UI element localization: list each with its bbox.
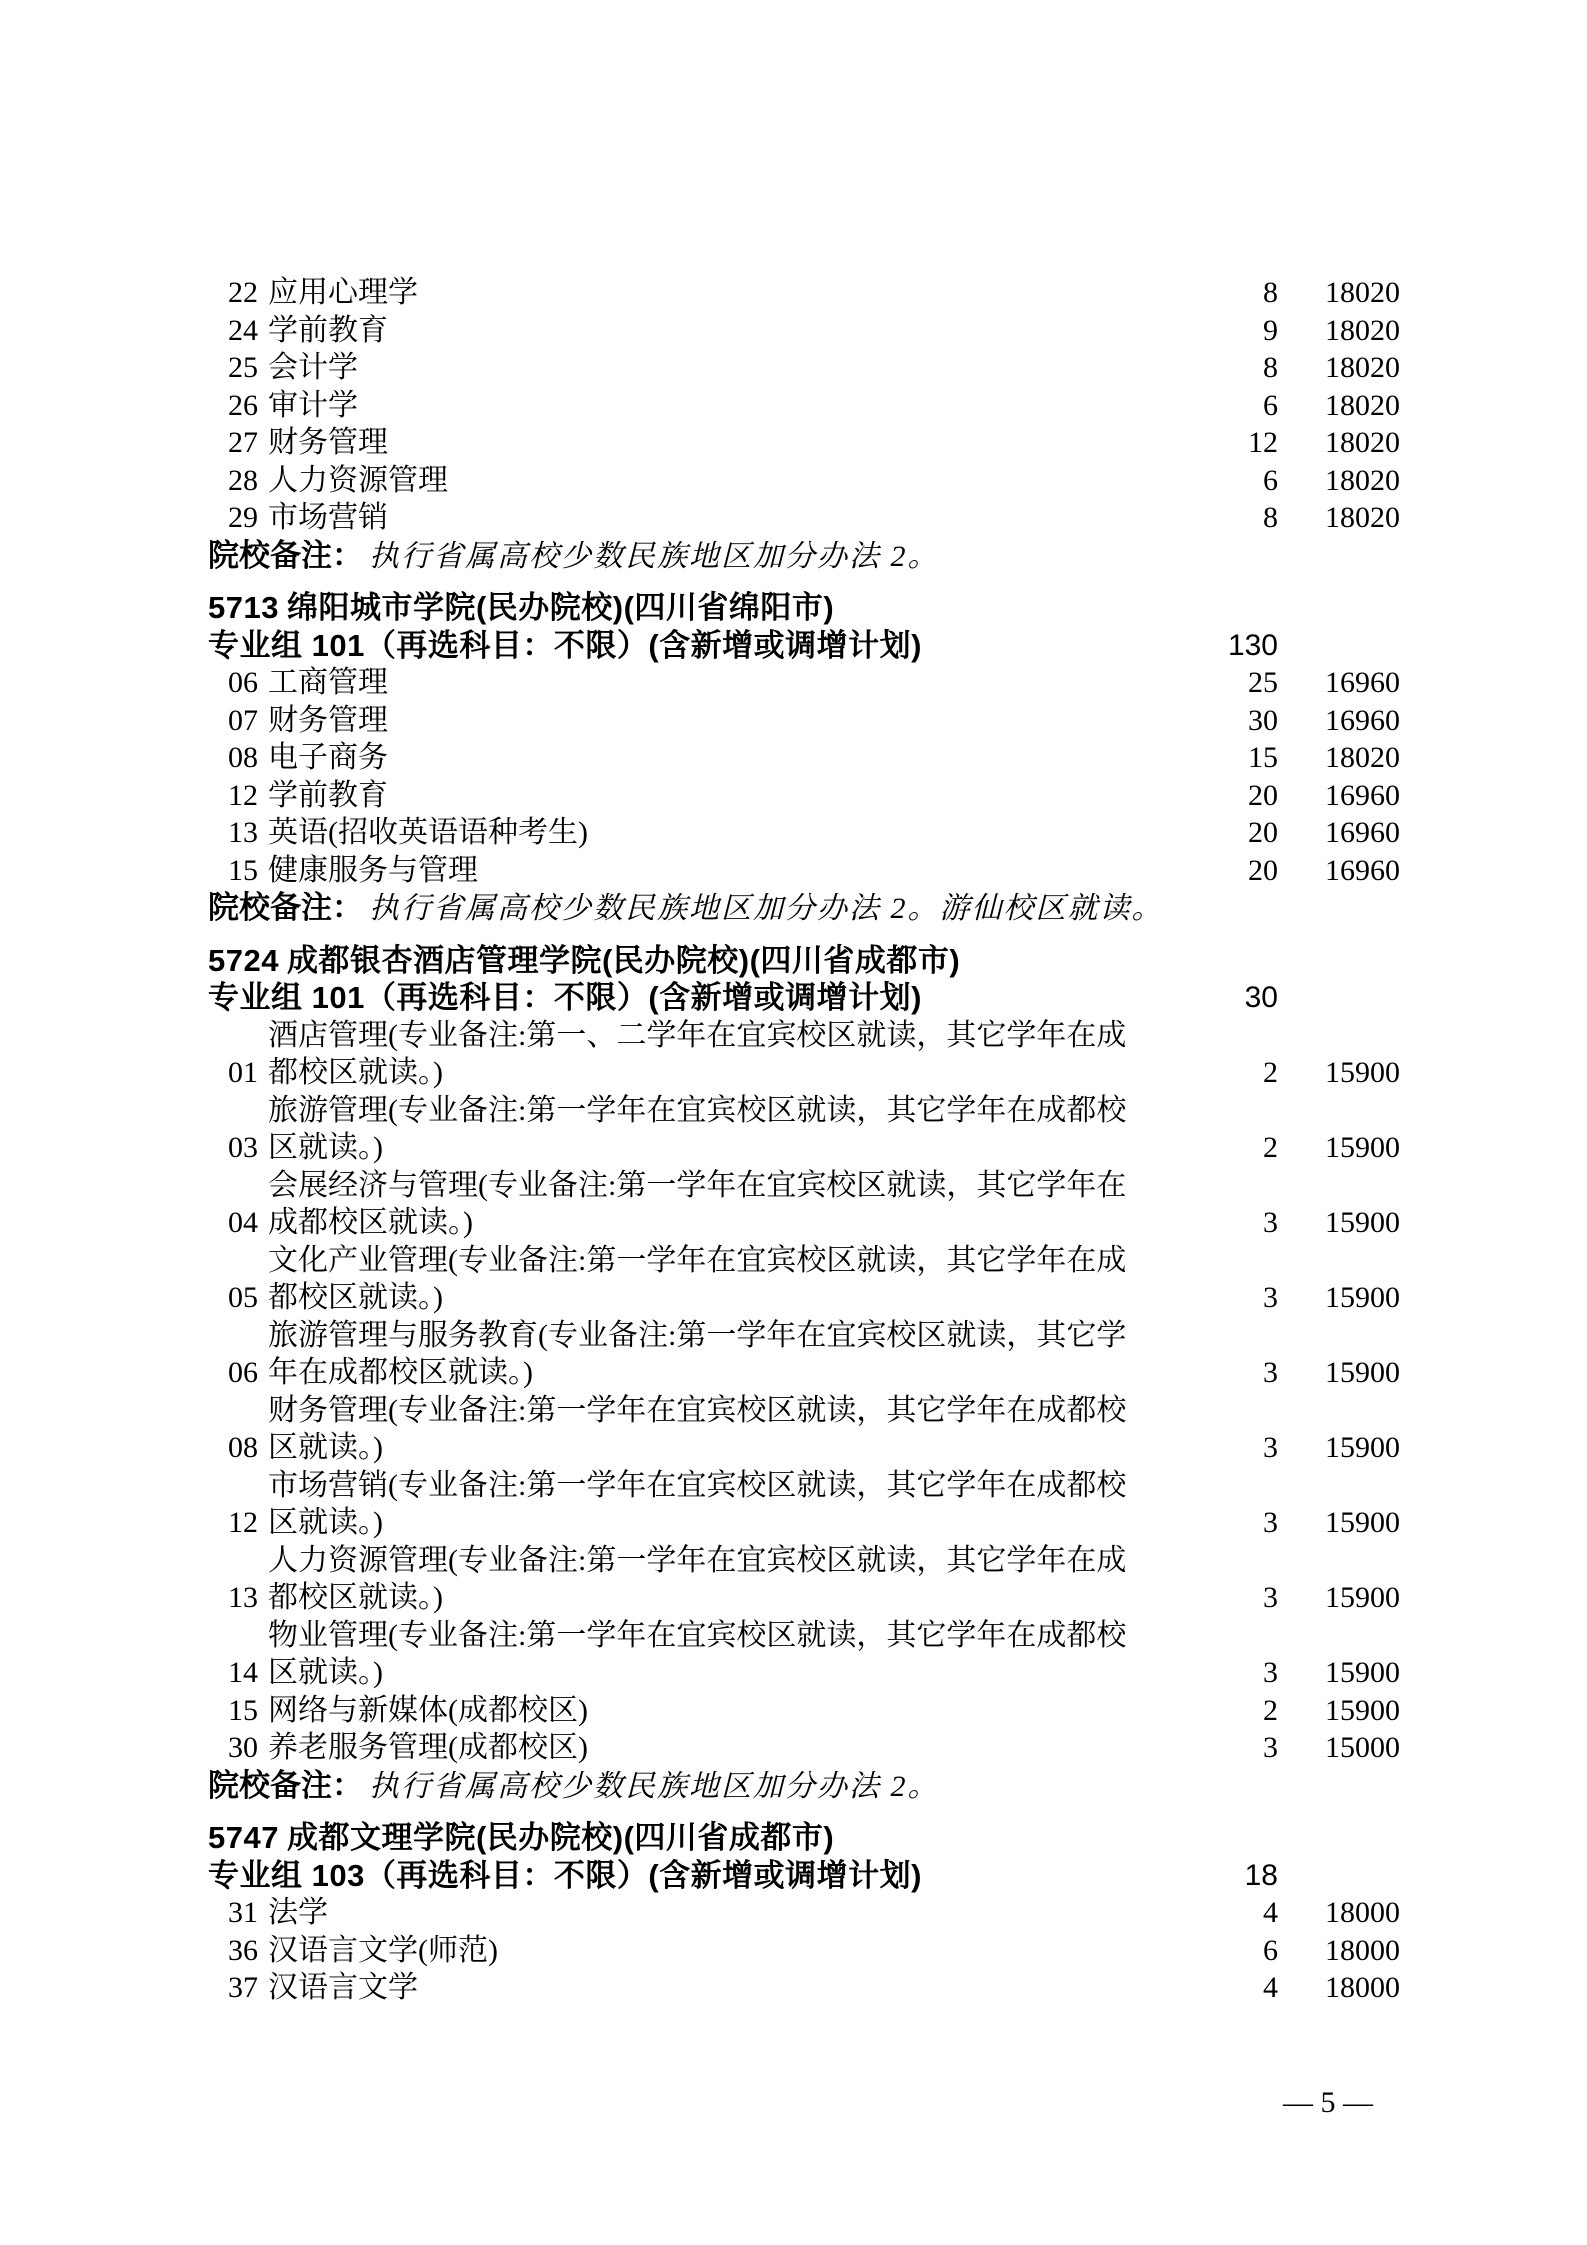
tuition-fee: 18000 (1325, 1896, 1400, 1929)
tuition-fee: 15900 (1325, 1656, 1400, 1689)
major-group-label: 专业组 101（再选科目：不限）(含新增或调增计划) (208, 980, 922, 1015)
major-name: 人力资源管理 (268, 463, 448, 497)
plan-count: 8 (1263, 276, 1278, 309)
remark-label: 院校备注： (208, 1767, 363, 1803)
major-name: 物业管理(专业备注:第一学年在宜宾校区就读，其它学年在成都校区就读。) (268, 1618, 1127, 1689)
school-name: 成都银杏酒店管理学院(民办院校)(四川省成都市) (286, 942, 961, 978)
major-name: 市场营销 (268, 501, 388, 534)
major-code: 28 (228, 463, 258, 497)
major-group-row (208, 627, 1400, 665)
major-row (208, 1092, 1400, 1167)
school-header-row (208, 942, 1400, 980)
plan-count: 3 (1263, 1206, 1278, 1239)
major-name: 人力资源管理(专业备注:第一学年在宜宾校区就读，其它学年在成都校区就读。) (268, 1543, 1127, 1614)
plan-count: 3 (1263, 1281, 1278, 1314)
major-code: 31 (228, 1896, 258, 1929)
major-code: 24 (228, 313, 258, 347)
plan-count: 3 (1263, 1356, 1278, 1389)
remark-text: 执行省属高校少数民族地区加分办法 2。 (369, 1769, 940, 1803)
major-code: 27 (228, 426, 258, 459)
major-row (208, 424, 1400, 462)
plan-count: 12 (1248, 426, 1278, 459)
major-row (208, 664, 1400, 702)
plan-count: 9 (1263, 313, 1278, 347)
plan-count: 2 (1263, 1056, 1278, 1089)
major-name: 英语(招收英语语种考生) (268, 816, 588, 849)
major-name: 文化产业管理(专业备注:第一学年在宜宾校区就读，其它学年在成都校区就读。) (268, 1243, 1127, 1314)
major-code: 04 (228, 1206, 258, 1239)
major-row (208, 1317, 1400, 1392)
tuition-fee: 15900 (1325, 1281, 1400, 1314)
major-name: 旅游管理与服务教育(专业备注:第一学年在宜宾校区就读，其它学年在成都校区就读。) (268, 1318, 1127, 1389)
plan-count: 30 (1248, 703, 1278, 737)
major-name: 财务管理 (268, 426, 388, 459)
major-code: 12 (228, 1506, 258, 1539)
plan-count: 20 (1248, 778, 1278, 812)
plan-count: 20 (1248, 853, 1278, 887)
tuition-fee: 18020 (1325, 313, 1400, 347)
major-code: 06 (228, 666, 258, 699)
school-header-row (208, 589, 1400, 627)
major-name: 学前教育 (268, 778, 388, 812)
school-code: 5713 (208, 590, 279, 625)
major-name: 审计学 (268, 388, 358, 422)
major-row (208, 702, 1400, 740)
major-name: 养老服务管理(成都校区) (268, 1731, 588, 1764)
major-row (208, 1467, 1400, 1542)
major-code: 03 (228, 1131, 258, 1164)
major-code: 15 (228, 1693, 258, 1727)
plan-count: 8 (1263, 351, 1278, 384)
major-row (208, 1017, 1400, 1092)
major-code: 08 (228, 741, 258, 774)
major-code: 30 (228, 1731, 258, 1764)
major-name: 健康服务与管理 (268, 853, 478, 887)
major-group-row (208, 1857, 1400, 1895)
remark-label: 院校备注： (208, 537, 363, 573)
major-row (208, 387, 1400, 425)
major-row (208, 274, 1400, 312)
major-name: 旅游管理(专业备注:第一学年在宜宾校区就读，其它学年在成都校区就读。) (268, 1093, 1127, 1164)
major-code: 13 (228, 1581, 258, 1614)
major-name: 财务管理(专业备注:第一学年在宜宾校区就读，其它学年在成都校区就读。) (268, 1393, 1127, 1464)
plan-count: 3 (1263, 1506, 1278, 1539)
major-code: 01 (228, 1056, 258, 1089)
plan-count: 4 (1263, 1896, 1278, 1929)
major-group-row (208, 979, 1400, 1017)
major-code: 12 (228, 778, 258, 812)
plan-count: 3 (1263, 1731, 1278, 1764)
major-code: 26 (228, 388, 258, 422)
tuition-fee: 15000 (1325, 1731, 1400, 1764)
tuition-fee: 18020 (1325, 276, 1400, 309)
major-row (208, 462, 1400, 500)
plan-count: 15 (1248, 741, 1278, 774)
tuition-fee: 18000 (1325, 1971, 1400, 2004)
tuition-fee: 15900 (1325, 1356, 1400, 1389)
tuition-fee: 18020 (1325, 388, 1400, 422)
remark-text: 执行省属高校少数民族地区加分办法 2。 (369, 539, 940, 573)
major-name: 网络与新媒体(成都校区) (268, 1693, 588, 1727)
major-name: 财务管理 (268, 703, 388, 737)
major-row (208, 1969, 1400, 2007)
school-name: 绵阳城市学院(民办院校)(四川省绵阳市) (286, 590, 835, 625)
major-name: 会计学 (268, 351, 358, 384)
tuition-fee: 15900 (1325, 1131, 1400, 1164)
major-code: 15 (228, 853, 258, 887)
major-row (208, 1894, 1400, 1932)
major-row (208, 349, 1400, 387)
plan-count: 6 (1263, 463, 1278, 497)
remark-text: 执行省属高校少数民族地区加分办法 2。游仙校区就读。 (369, 892, 1164, 925)
major-group-label: 专业组 103（再选科目：不限）(含新增或调增计划) (208, 1857, 922, 1893)
tuition-fee: 15900 (1325, 1693, 1400, 1727)
school-code: 5747 (208, 1820, 279, 1855)
group-plan-total: 30 (1244, 981, 1278, 1014)
plan-count: 3 (1263, 1581, 1278, 1614)
school-code: 5724 (208, 942, 279, 978)
major-row (208, 1692, 1400, 1730)
major-name: 法学 (268, 1896, 328, 1929)
major-row (208, 499, 1400, 537)
major-code: 37 (228, 1971, 258, 2004)
major-row (208, 312, 1400, 350)
major-code: 29 (228, 501, 258, 534)
plan-count: 8 (1263, 501, 1278, 534)
major-row (208, 777, 1400, 815)
major-name: 汉语言文学 (268, 1971, 418, 2004)
plan-count: 3 (1263, 1431, 1278, 1464)
major-name: 应用心理学 (268, 276, 418, 309)
major-code: 14 (228, 1656, 258, 1689)
major-name: 电子商务 (268, 741, 388, 774)
major-code: 08 (228, 1431, 258, 1464)
tuition-fee: 16960 (1325, 778, 1400, 812)
plan-count: 6 (1263, 1933, 1278, 1967)
plan-count: 2 (1263, 1131, 1278, 1164)
major-code: 13 (228, 816, 258, 849)
plan-count: 2 (1263, 1693, 1278, 1727)
school-remark-row (208, 1767, 1400, 1806)
tuition-fee: 16960 (1325, 816, 1400, 849)
tuition-fee: 16960 (1325, 853, 1400, 887)
major-row (208, 1392, 1400, 1467)
tuition-fee: 16960 (1325, 703, 1400, 737)
major-row (208, 739, 1400, 777)
major-name: 会展经济与管理(专业备注:第一学年在宜宾校区就读，其它学年在成都校区就读。) (268, 1168, 1127, 1239)
major-row (208, 1242, 1400, 1317)
major-row (208, 1542, 1400, 1617)
school-remark-row (208, 537, 1400, 576)
tuition-fee: 18020 (1325, 741, 1400, 774)
plan-count: 4 (1263, 1971, 1278, 2004)
major-row (208, 1932, 1400, 1970)
tuition-fee: 15900 (1325, 1581, 1400, 1614)
tuition-fee: 18020 (1325, 463, 1400, 497)
group-plan-total: 18 (1244, 1858, 1278, 1892)
tuition-fee: 15900 (1325, 1056, 1400, 1089)
major-code: 25 (228, 351, 258, 384)
major-name: 市场营销(专业备注:第一学年在宜宾校区就读，其它学年在成都校区就读。) (268, 1468, 1127, 1539)
major-row (208, 1617, 1400, 1692)
major-code: 05 (228, 1281, 258, 1314)
major-row (208, 1167, 1400, 1242)
major-code: 07 (228, 703, 258, 737)
tuition-fee: 15900 (1325, 1506, 1400, 1539)
major-row (208, 852, 1400, 890)
tuition-fee: 15900 (1325, 1431, 1400, 1464)
tuition-fee: 18020 (1325, 426, 1400, 459)
major-name: 学前教育 (268, 313, 388, 347)
major-name: 汉语言文学(师范) (268, 1933, 498, 1967)
major-code: 06 (228, 1356, 258, 1389)
tuition-fee: 15900 (1325, 1206, 1400, 1239)
major-name: 酒店管理(专业备注:第一、二学年在宜宾校区就读，其它学年在成都校区就读。) (268, 1018, 1127, 1089)
tuition-fee: 18000 (1325, 1933, 1400, 1967)
major-code: 36 (228, 1933, 258, 1967)
tuition-fee: 18020 (1325, 501, 1400, 534)
tuition-fee: 16960 (1325, 666, 1400, 699)
plan-count: 20 (1248, 816, 1278, 849)
major-row (208, 1729, 1400, 1767)
major-name: 工商管理 (268, 666, 388, 699)
major-row (208, 814, 1400, 852)
major-group-label: 专业组 101（再选科目：不限）(含新增或调增计划) (208, 627, 922, 663)
group-plan-total: 130 (1227, 628, 1278, 662)
school-name: 成都文理学院(民办院校)(四川省成都市) (286, 1820, 835, 1855)
plan-count: 6 (1263, 388, 1278, 422)
page-number: — 5 — (1283, 2086, 1373, 2119)
remark-label: 院校备注： (208, 890, 363, 925)
plan-count: 3 (1263, 1656, 1278, 1689)
school-remark-row (208, 889, 1400, 928)
plan-count: 25 (1248, 666, 1278, 699)
tuition-fee: 18020 (1325, 351, 1400, 384)
admission-plan-list (208, 274, 1400, 2007)
school-header-row (208, 1819, 1400, 1857)
major-code: 22 (228, 276, 258, 309)
